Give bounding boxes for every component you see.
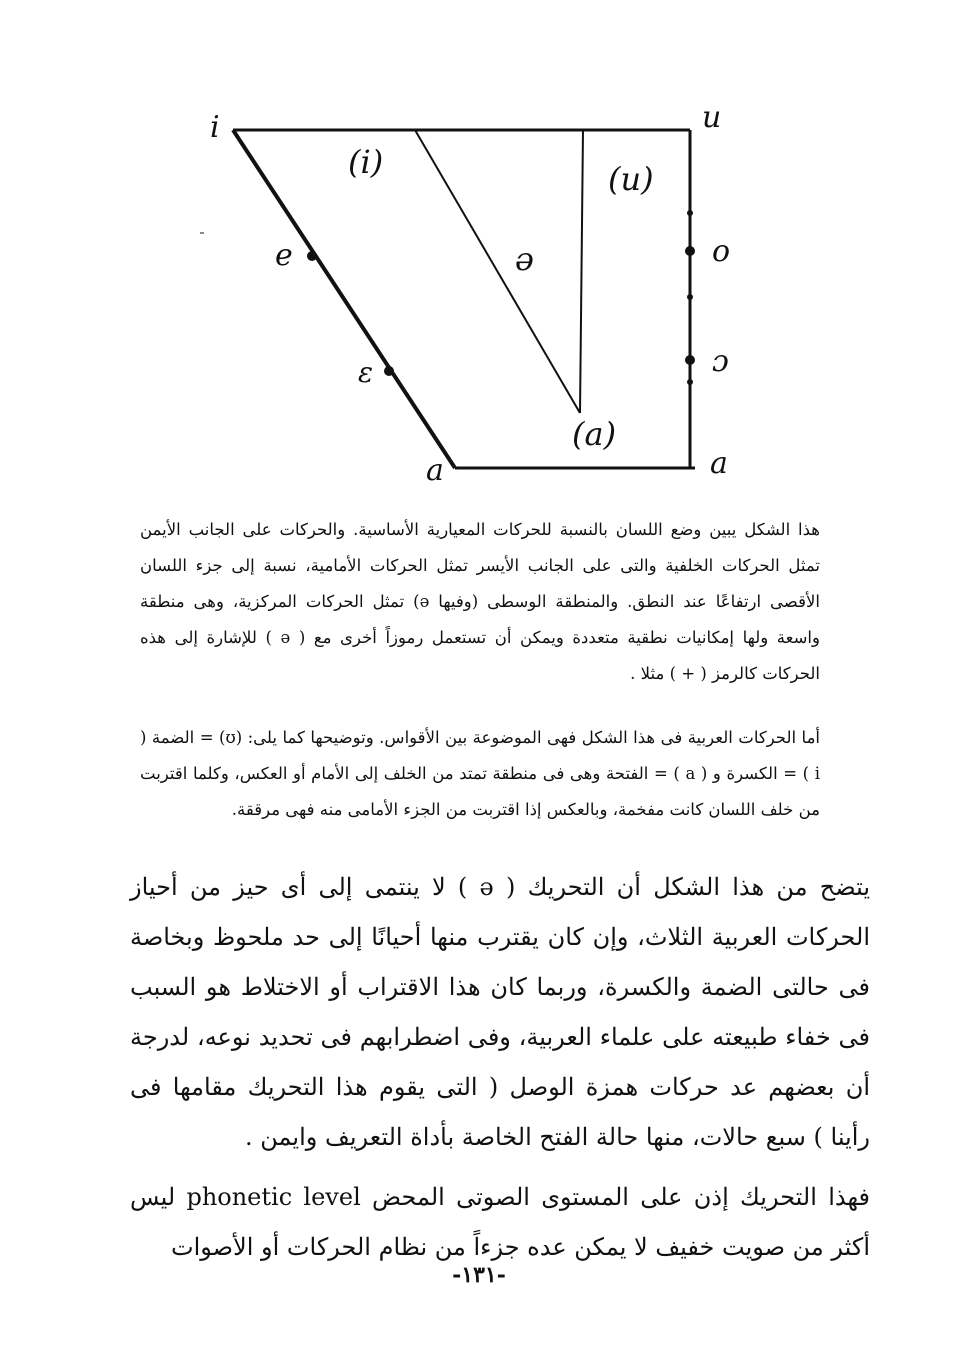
label-e: e	[275, 238, 293, 273]
dot-open-o	[685, 355, 695, 365]
label-back-region: (u)	[608, 160, 654, 198]
dot-small-3	[687, 379, 693, 385]
dot-small-2	[687, 294, 693, 300]
label-front-region: (i)	[348, 143, 384, 181]
vowel-trapezoid-diagram	[190, 95, 770, 495]
dot-o	[685, 246, 695, 256]
page-number: -١٣١-	[452, 1262, 506, 1288]
figure-caption	[140, 512, 820, 692]
arabic-vowels-note	[140, 720, 820, 828]
dot-epsilon	[384, 366, 394, 376]
label-top-left: i	[210, 110, 220, 145]
label-epsilon: ε	[358, 356, 374, 389]
scan-speck	[200, 232, 204, 234]
body-paragraph	[130, 1172, 870, 1272]
dot-small-1	[687, 210, 693, 216]
label-top-right: u	[702, 100, 722, 135]
label-central-schwa: ə	[515, 240, 534, 278]
label-bottom-right: a	[710, 446, 728, 481]
paragraph-start: فهذا التحريك إذن على المستوى الصوتى المحض	[372, 1183, 870, 1211]
body-paragraph: يتضح من هذا الشكل أن التحريك ( ə ) لا ينتمى إلى أى حيز من أحياز الحركات العربية الثلاث، وإن كان يقترب منها أحيانًا إلى حد ملحوظ وبخاصة فى حالتى الضمة والكسرة، وربما كان هذا الاقتراب أو الاختلاط هو السبب فى خفاء طبيعته على علماء العربية، وفى اضطرابهم فى تحديد نوعه، لدرجة أن بعضهم عد حركات همزة الوصل ( التى يقوم هذا التحريك مقامها فى رأينا ) سبع حالات، منها حالة الفتح الخاصة بأداة التعريف وايمن .	[130, 873, 871, 1151]
label-open-o: ɔ	[712, 344, 729, 379]
central-diagonal	[415, 130, 580, 413]
caption-paragraph: هذا الشكل يبين وضع اللسان بالنسبة للحركات المعيارية الأساسية. والحركات على الجانب الأيمن تمثل الحركات الخلفية والتى على الجانب الأيسر تمثل الحركات الأمامية، نسبة إلى جزء اللسان الأقصى ارتفاعًا عند النطق. والمنطقة الوسطى (وفيها ə) تمثل الحركات المركزية، وهى منطقة واسعة ولها إمكانيات نطقية متعددة ويمكن أن تستعمل رموزاً أخرى مع ( ə ) للإشارة إلى هذه الحركات كالرمز ( + ) مثلا .	[140, 520, 820, 683]
vowel-chart-figure	[190, 95, 770, 495]
label-o: o	[712, 234, 731, 269]
label-open-region: (a)	[572, 415, 617, 453]
front-edge	[233, 130, 455, 468]
dot-e	[307, 251, 317, 261]
body-text	[130, 862, 870, 1272]
latin-term: phonetic level	[186, 1183, 361, 1211]
label-bottom-left: a	[426, 453, 444, 488]
paragraph-end: ليس أكثر من صويت خفيف لا يمكن عده جزءاً من نظام الحركات أو الأصوات	[130, 1183, 870, 1261]
back-region-divider	[580, 130, 583, 413]
caption-paragraph: أما الحركات العربية فى هذا الشكل فهى الموضوعة بين الأقواس. وتوضيحها كما يلى: (ʊ) = الضمة ( i ) = الكسرة و ( a ) = الفتحة وهى فى منطقة تمتد من الخلف إلى الأمام أو العكس، وكلما اقتربت من خلف اللسان كانت مفخمة، وبالعكس إذا اقتربت من الجزء الأمامى منه فهى مرققة.	[140, 728, 820, 819]
